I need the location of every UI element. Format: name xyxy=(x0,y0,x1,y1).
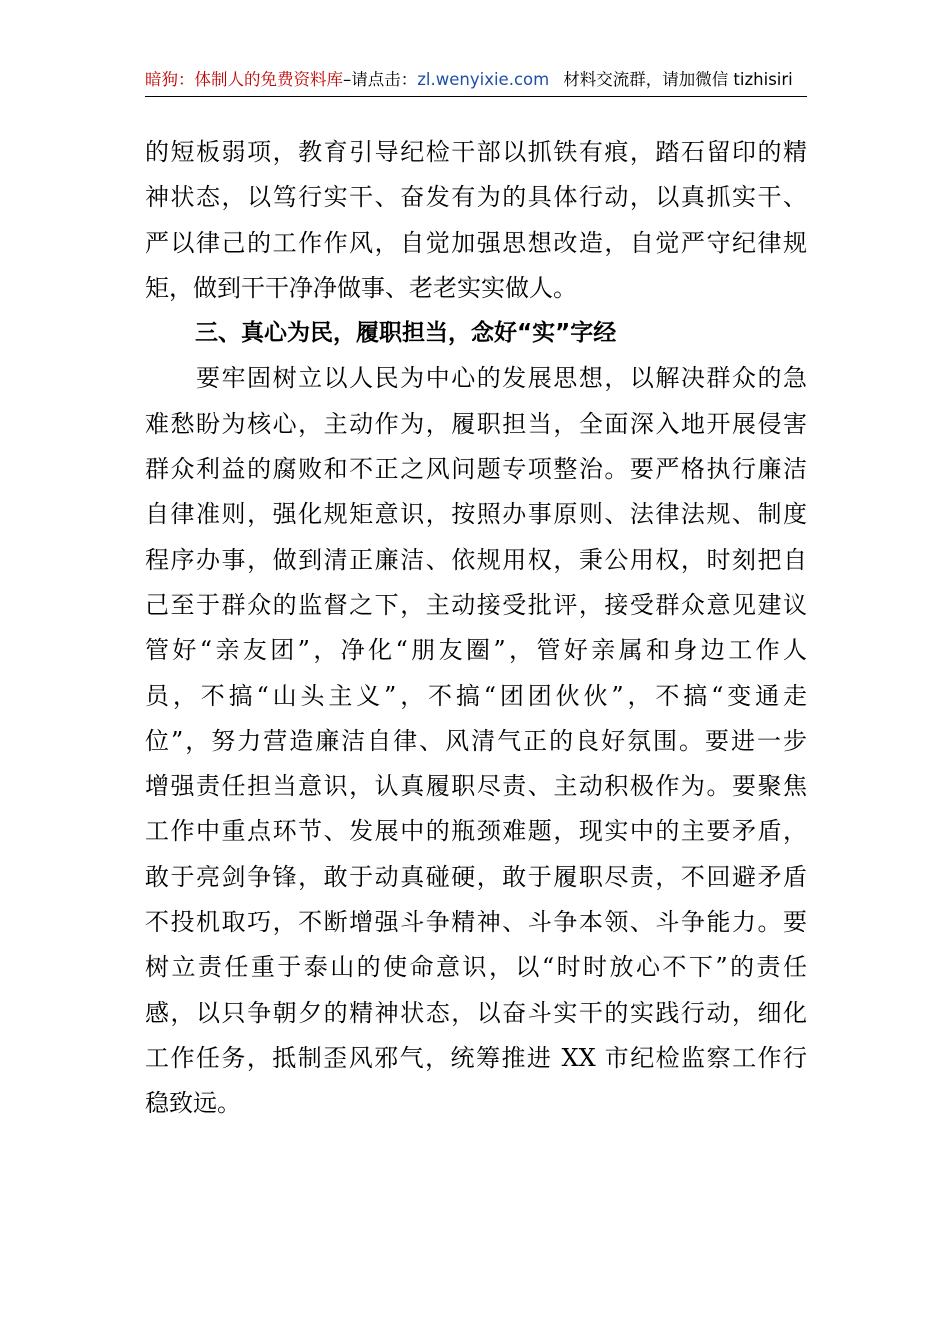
section-heading: 三、真心为民，履职担当，念好“实”字经 xyxy=(195,320,617,347)
paragraph-line: 神状态，以笃行实干、奋发有为的具体行动，以真抓实干、 xyxy=(145,183,807,212)
paragraph-line: 自律准则，强化规矩意识，按照办事原则、法律法规、制度 xyxy=(145,500,807,529)
paragraph-line: 树立责任重于泰山的使命意识，以“时时放心不下”的责任 xyxy=(145,953,807,982)
paragraph-line: 员，不搞“山头主义”，不搞“团团伙伙”，不搞“变通走 xyxy=(145,681,807,710)
paragraph-line: 敢于亮剑争锋，敢于动真碰硬，敢于履职尽责，不回避矛盾 xyxy=(145,862,807,891)
paragraph-line: 稳致远。 xyxy=(145,1089,241,1118)
header-url-link[interactable]: zl.wenyixie.com xyxy=(417,70,550,89)
header-click-prefix: –请点击： xyxy=(343,70,418,89)
paragraph-line: 增强责任担当意识，认真履职尽责、主动积极作为。要聚焦 xyxy=(145,772,807,801)
document-body xyxy=(145,130,807,1127)
paragraph-line: 工作任务，抵制歪风邪气，统筹推进 XX 市纪检监察工作行 xyxy=(145,1043,807,1072)
page-header xyxy=(145,64,807,97)
header-group-text: 材料交流群，请加微信 tizhisiri xyxy=(563,70,793,89)
paragraph-line: 难愁盼为核心，主动作为，履职担当，全面深入地开展侵害 xyxy=(145,409,807,438)
paragraph-line: 感，以只争朝夕的精神状态，以奋斗实干的实践行动，细化 xyxy=(145,998,807,1027)
paragraph-line: 不投机取巧，不断增强斗争精神、斗争本领、斗争能力。要 xyxy=(145,908,807,937)
paragraph-line: 程序办事，做到清正廉洁、依规用权，秉公用权，时刻把自 xyxy=(145,545,807,574)
paragraph-line: 矩，做到干干净净做事、老老实实做人。 xyxy=(145,273,577,302)
paragraph-line: 严以律己的工作作风，自觉加强思想改造，自觉严守纪律规 xyxy=(145,228,807,257)
paragraph-line: 管好“亲友团”，净化“朋友圈”，管好亲属和身边工作人 xyxy=(145,636,807,665)
paragraph-line: 的短板弱项，教育引导纪检干部以抓铁有痕，踏石留印的精 xyxy=(145,138,807,166)
paragraph-line: 群众利益的腐败和不正之风问题专项整治。要严格执行廉洁 xyxy=(145,455,807,484)
paragraph-line: 己至于群众的监督之下，主动接受批评，接受群众意见建议 xyxy=(145,590,807,619)
paragraph-line: 工作中重点环节、发展中的瓶颈难题，现实中的主要矛盾， xyxy=(145,817,807,846)
header-brand: 暗狗：体制人的免费资料库 xyxy=(145,70,343,89)
paragraph-line: 位”，努力营造廉洁自律、风清气正的良好氛围。要进一步 xyxy=(145,726,807,755)
paragraph-line: 要牢固树立以人民为中心的发展思想，以解决群众的急 xyxy=(196,364,807,393)
